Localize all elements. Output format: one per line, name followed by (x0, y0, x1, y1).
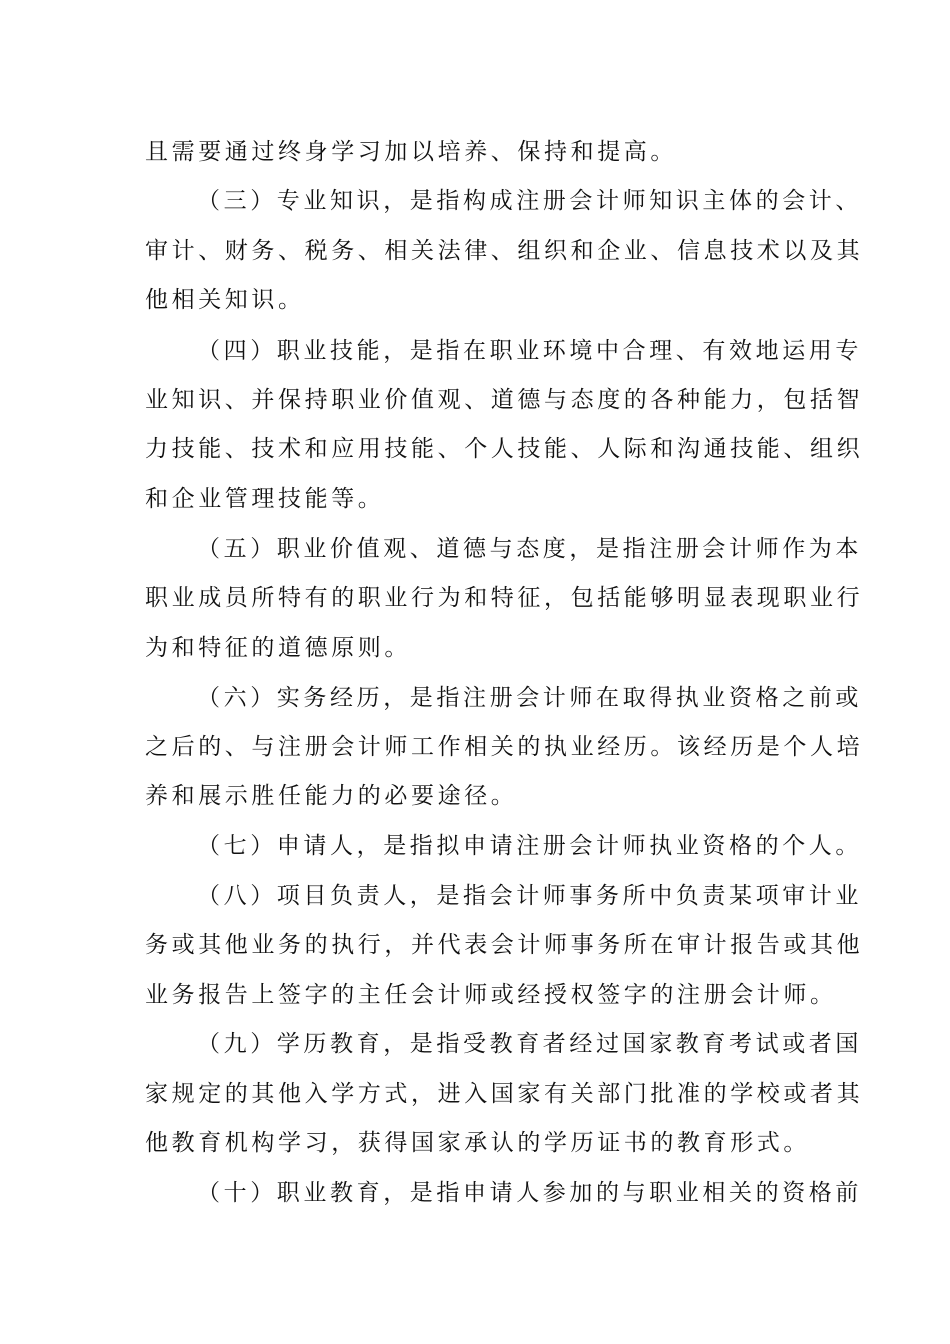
text-line: 业务报告上签字的主任会计师或经授权签字的注册会计师。 (145, 982, 837, 1008)
text-line: 之后的、与注册会计师工作相关的执业经历。该经历是个人培 (145, 734, 864, 760)
text-line: 为和特征的道德原则。 (145, 635, 411, 661)
text-line: （九）学历教育，是指受教育者经过国家教育考试或者国 (197, 1031, 862, 1057)
text-line: 他教育机构学习，获得国家承认的学历证书的教育形式。 (145, 1130, 810, 1156)
text-line: 力技能、技术和应用技能、个人技能、人际和沟通技能、组织 (145, 436, 864, 462)
text-line: 且需要通过终身学习加以培养、保持和提高。 (145, 139, 677, 165)
text-line: （十）职业教育，是指申请人参加的与职业相关的资格前 (197, 1180, 862, 1206)
text-line: （五）职业价值观、道德与态度，是指注册会计师作为本 (197, 536, 862, 562)
text-line: 和企业管理技能等。 (145, 486, 385, 512)
text-line: （六）实务经历，是指注册会计师在取得执业资格之前或 (197, 685, 862, 711)
text-line: （八）项目负责人，是指会计师事务所中负责某项审计业 (197, 883, 862, 909)
text-line: 他相关知识。 (145, 287, 305, 313)
text-line: 业知识、并保持职业价值观、道德与态度的各种能力，包括智 (145, 387, 864, 413)
text-line: （七）申请人，是指拟申请注册会计师执业资格的个人。 (197, 833, 862, 859)
text-line: 审计、财务、税务、相关法律、组织和企业、信息技术以及其 (145, 238, 864, 264)
text-line: 家规定的其他入学方式，进入国家有关部门批准的学校或者其 (145, 1081, 864, 1107)
text-line: （三）专业知识，是指构成注册会计师知识主体的会计、 (197, 188, 862, 214)
text-line: 养和展示胜任能力的必要途径。 (145, 783, 518, 809)
text-line: （四）职业技能，是指在职业环境中合理、有效地运用专 (197, 338, 862, 364)
text-line: 务或其他业务的执行，并代表会计师事务所在审计报告或其他 (145, 932, 864, 958)
text-line: 职业成员所特有的职业行为和特征，包括能够明显表现职业行 (145, 585, 864, 611)
